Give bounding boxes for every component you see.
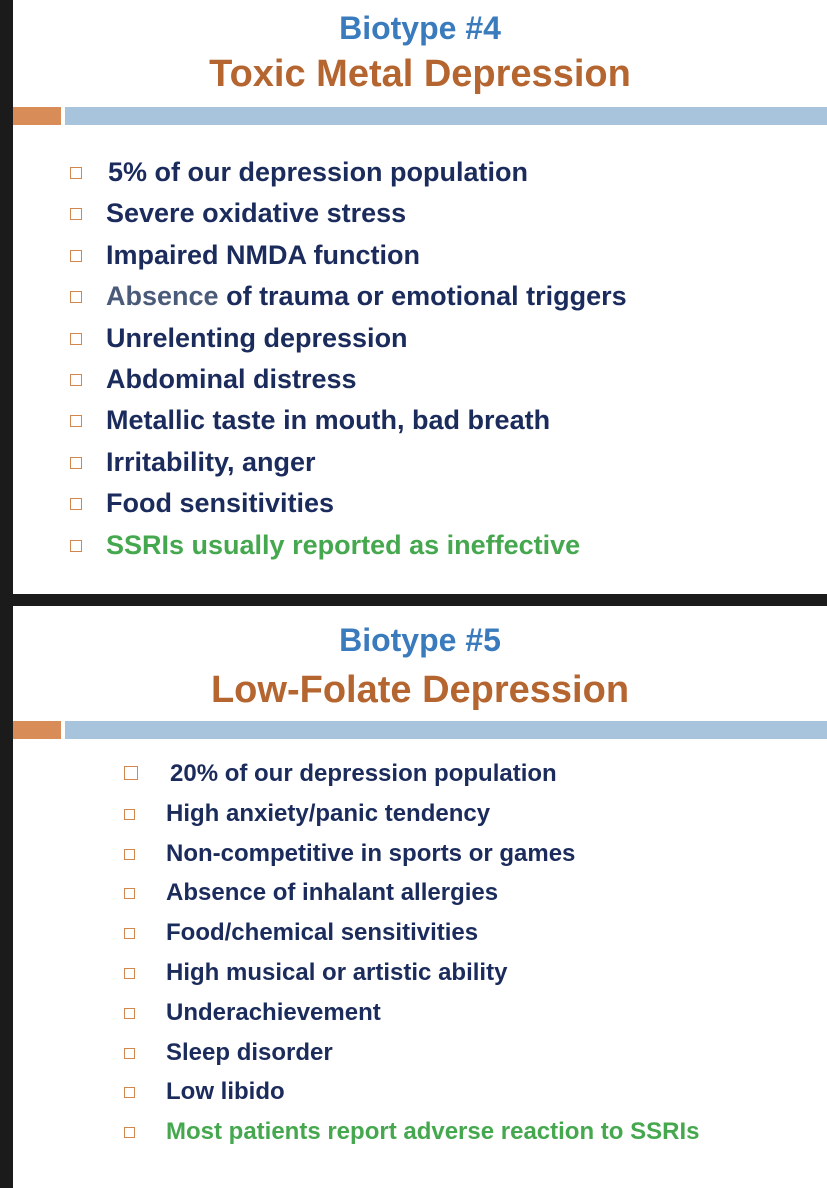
- accent-bar-blue: [65, 721, 827, 739]
- list-item-text: High musical or artistic ability: [166, 958, 508, 986]
- bullet-square-icon: [124, 1127, 135, 1138]
- list-item-text: Non-competitive in sports or games: [166, 839, 576, 867]
- list-item-text: Severe oxidative stress: [106, 198, 407, 229]
- list-item-text: Underachievement: [166, 998, 381, 1026]
- slide-subtitle: Biotype #4: [339, 10, 501, 46]
- list-item: [70, 318, 627, 359]
- list-item: [70, 152, 627, 193]
- list-item: [70, 442, 627, 483]
- accent-bar-orange: [13, 721, 61, 739]
- list-item-highlight: [124, 1112, 699, 1152]
- bullet-square-icon: [70, 540, 82, 552]
- list-item-text: Low libido: [166, 1078, 285, 1106]
- list-item-text: Most patients report adverse reaction to SSRIs: [166, 1118, 700, 1146]
- bullet-square-icon: [70, 250, 82, 262]
- list-item: [124, 993, 699, 1033]
- list-item-text: of trauma or emotional triggers: [226, 281, 627, 312]
- bullet-square-icon: [124, 1048, 135, 1059]
- list-item-text: High anxiety/panic tendency: [166, 799, 491, 827]
- list-item: [124, 1033, 699, 1073]
- list-item: [124, 754, 699, 794]
- list-item: [70, 359, 627, 400]
- bullet-square-icon: [70, 167, 82, 179]
- list-item-text-muted: Absence: [106, 281, 219, 312]
- bullet-square-icon: [70, 333, 82, 345]
- bullet-square-icon: [124, 1087, 135, 1098]
- bullet-square-icon: [124, 1008, 135, 1019]
- bullet-list-biotype-4: [70, 152, 627, 566]
- bullet-square-icon: [70, 415, 82, 427]
- list-item-highlight: [70, 525, 627, 566]
- list-item-text: Sleep disorder: [166, 1038, 333, 1066]
- list-item-text: Abdominal distress: [106, 363, 357, 394]
- list-item: [124, 1072, 699, 1112]
- bullet-square-icon: [70, 374, 82, 386]
- slide-title: Toxic Metal Depression: [209, 53, 631, 95]
- list-item-text: Unrelenting depression: [106, 322, 408, 353]
- list-item: [70, 193, 627, 234]
- bullet-list-biotype-5: [124, 754, 699, 1152]
- bullet-square-icon: [70, 457, 82, 469]
- list-item: [70, 400, 627, 441]
- slide-title: Low-Folate Depression: [210, 669, 630, 711]
- list-item-text: SSRIs usually reported as ineffective: [106, 529, 581, 560]
- list-item: [124, 873, 699, 913]
- list-item: [70, 276, 627, 317]
- list-item: [124, 834, 699, 874]
- bullet-square-icon: [124, 968, 135, 979]
- accent-bar-orange: [13, 107, 61, 125]
- list-item-text: Impaired NMDA function: [106, 239, 420, 270]
- bullet-square-icon: [124, 888, 135, 899]
- list-item-text: Metallic taste in mouth, bad breath: [106, 405, 551, 436]
- bullet-square-icon: [124, 928, 135, 939]
- list-item-text: Food sensitivities: [106, 488, 335, 519]
- accent-bar-blue: [65, 107, 827, 125]
- bullet-square-icon: [70, 208, 82, 220]
- list-item: [70, 235, 627, 276]
- list-item-text: 5% of our depression population: [108, 157, 529, 187]
- list-item-text: Absence of inhalant allergies: [166, 879, 499, 907]
- bullet-square-icon: [124, 766, 138, 780]
- list-item: [124, 794, 699, 834]
- slide-subtitle: Biotype #5: [339, 622, 501, 658]
- list-item: [124, 953, 699, 993]
- bullet-square-icon: [70, 498, 82, 510]
- list-item-text: 20% of our depression population: [170, 760, 557, 787]
- list-item-text: Food/chemical sensitivities: [166, 919, 479, 947]
- list-item-text: Irritability, anger: [106, 446, 316, 477]
- bullet-square-icon: [70, 291, 82, 303]
- bullet-square-icon: [124, 849, 135, 860]
- list-item: [124, 913, 699, 953]
- bullet-square-icon: [124, 809, 135, 820]
- list-item: [70, 483, 627, 524]
